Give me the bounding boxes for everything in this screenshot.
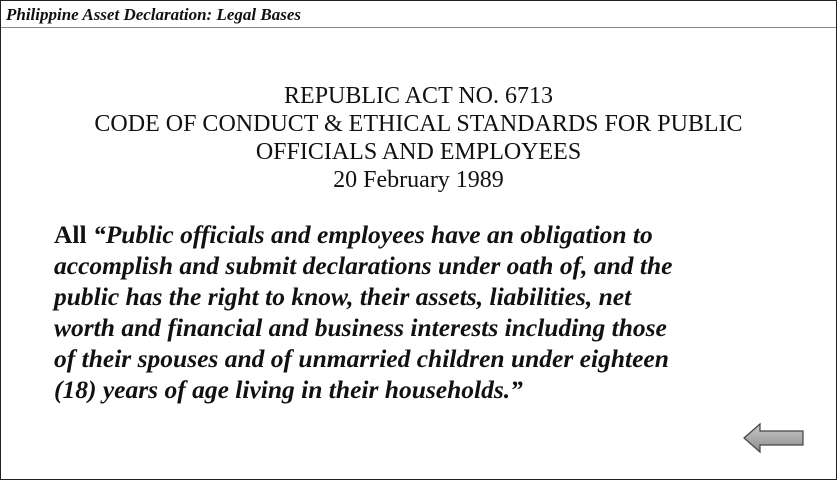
slide-header-title: Philippine Asset Declaration: Legal Bases [6,5,301,24]
quote-line-1-text: “Public officials and employees have an obligation to [92,220,653,249]
back-navigation-button[interactable] [743,422,805,454]
header-divider [1,27,836,28]
quote-line-4: worth and financial and business interests including those [54,313,667,342]
act-number: REPUBLIC ACT NO. 6713 [284,83,553,109]
quote-line-1 [54,219,804,250]
act-heading [1,82,836,194]
act-title-line-2: OFFICIALS AND EMPLOYEES [255,139,582,165]
left-arrow-icon [743,422,805,454]
quote-line-3: public has the right to know, their assets, liabilities, net [54,282,632,311]
quote-line-2: accomplish and submit declarations under oath of, and the [54,251,673,280]
quote-line-6: (18) years of age living in their households.” [54,375,523,404]
quote-lead-word: All [54,220,93,249]
act-date: 20 February 1989 [333,167,504,193]
act-title-line-1: CODE OF CONDUCT & ETHICAL STANDARDS FOR PUBLIC [94,111,743,137]
quoted-provision [54,219,804,405]
quote-line-5: of their spouses and of unmarried children under eighteen [54,344,669,373]
